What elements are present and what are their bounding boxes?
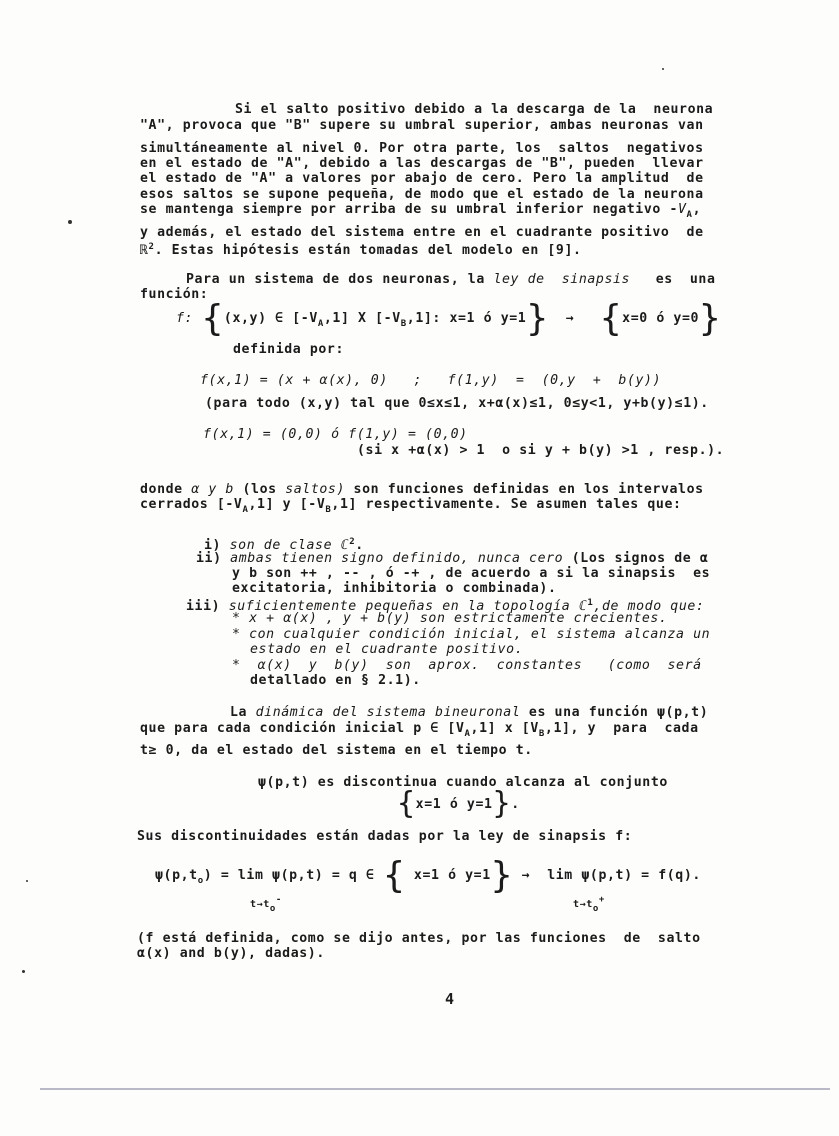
text-line: esos saltos se supone pequeña, de modo que el estado de la neurona [140, 187, 704, 202]
text-line: α(x) and b(y), dadas). [137, 946, 325, 961]
brace: { [383, 855, 406, 896]
text-line: y b son ++ , -- , ó -+ , de acuerdo a si la sinapsis es [232, 566, 711, 581]
bullet-item: * x + α(x) , y + b(y) son estrictamente crecientes. [232, 611, 668, 626]
limit-equation [155, 855, 701, 896]
text-line: (f está definida, como se dijo antes, por las funciones de salto [137, 931, 701, 946]
subscript: B [400, 319, 407, 329]
page-number: 4 [445, 990, 455, 1008]
text-span: ambas tienen signo definido, nunca cero [230, 551, 564, 566]
brace: } [526, 298, 549, 339]
subscript: o [592, 904, 599, 914]
text-line: simultáneamente al nivel 0. Por otra parte, los saltos negativos [140, 141, 704, 156]
subscript: B [538, 729, 545, 739]
equation-condition: (para todo (x,y) tal que 0≤x≤1, x+α(x)≤1, 0≤y<1, y+b(y)≤1). [205, 396, 709, 411]
brace: } [490, 855, 514, 896]
text-line: ψ(p,t) es discontinua cuando alcanza al conjunto [258, 775, 668, 790]
text-span: (x,y) ∈ [-V [223, 311, 318, 326]
text-span: saltos) [285, 482, 345, 497]
text-span: x=1 ó y=1 [415, 797, 493, 812]
text-span: donde [140, 482, 183, 497]
text-span: Para un sistema de dos neuronas, la [186, 272, 485, 287]
equation-condition: (si x +α(x) > 1 o si y + b(y) >1 , resp.). [357, 443, 725, 458]
text-line [137, 829, 632, 844]
set-expression: {x=1 ó y=1}. [397, 786, 520, 821]
text-span: que para cada condición inicial p ∈ [V [140, 721, 465, 736]
text-line: se mantenga siempre por arriba de su umbral inferior negativo $-V_A$, [140, 202, 702, 220]
subscript: A [464, 729, 471, 739]
text-span: Sus discontinuidades están dadas por la ley de sinapsis f: [137, 829, 633, 844]
text-span: ,1] X [-V [323, 311, 401, 326]
brace: { [201, 298, 224, 339]
text-span: cerrados [-V [140, 497, 243, 512]
text-span: ψ(p,t [155, 868, 198, 883]
list-number: iii) [186, 599, 221, 614]
subscript: o [269, 904, 276, 914]
scan-speck [662, 68, 664, 70]
text-span: α y b [191, 482, 234, 497]
reals-symbol: ℝ [140, 243, 149, 258]
subscript: A [317, 319, 324, 329]
scan-speck [68, 220, 72, 224]
text-span: f: [176, 311, 194, 326]
text-span: es una función ψ(p,t) [528, 705, 709, 720]
text-line: y además, el estado del sistema entre en el cuadrante positivo de [140, 225, 704, 240]
text-line [230, 705, 708, 720]
text-span: ,1] x [V [470, 721, 539, 736]
scan-edge-line [40, 1088, 830, 1090]
text-line: excitatoria, inhibitoria o combinada). [232, 581, 557, 596]
text-line: definida por: [233, 342, 345, 357]
scan-speck [26, 880, 28, 882]
arrow: → [565, 311, 575, 326]
text-line: función: [140, 287, 209, 302]
brace: { [397, 786, 416, 821]
text-line: t≥ 0, da el estado del sistema en el tiempo t. [140, 743, 533, 758]
brace: { [599, 298, 623, 339]
text-span: es una [655, 272, 716, 287]
condition-i: i) son de clase ℂ$^2$. [204, 537, 364, 553]
superscript: 2 [148, 242, 155, 252]
text-line [186, 272, 715, 287]
text-span: suficientemente pequeñas en la topología ℂ [228, 599, 588, 614]
text-span: ,de modo que: [593, 599, 705, 614]
list-number: i) [204, 538, 222, 553]
text-line: detallado en § 2.1). [250, 673, 421, 688]
bullet-item: * con cualquier condición inicial, el sistema alcanza un [232, 627, 711, 642]
bullet-item: * α(x) y b(y) son aprox. constantes (como será [232, 658, 702, 673]
subscript: B [325, 505, 332, 515]
term-italic: dinámica del sistema bineuronal [255, 705, 521, 720]
text-span: se mantenga siempre por arriba de su umbral inferior negativo - [140, 202, 678, 217]
text-line [140, 240, 582, 258]
text-span: x=0 ó y=0 [622, 311, 700, 326]
text-line [140, 497, 682, 518]
equation: f(x,1) = (0,0) ó f(1,y) = (0,0) [203, 427, 468, 442]
superscript: 1 [587, 598, 594, 608]
text-line: estado en el cuadrante positivo. [250, 642, 524, 657]
subscript: A [686, 210, 693, 220]
text-span: t→t [250, 899, 270, 910]
text-line [140, 482, 704, 497]
function-definition [176, 298, 722, 339]
text-span: son funciones definidas en los intervalos [353, 482, 704, 497]
text-span: x=1 ó y=1 [413, 868, 491, 883]
text-line [140, 721, 699, 742]
text-span: t→t [573, 899, 593, 910]
variable-v: V [678, 202, 687, 217]
brace: } [492, 786, 512, 821]
text-span: ,1], y para cada [544, 721, 699, 736]
text-line: "A", provoca que "B" supere su umbral superior, ambas neuronas van [140, 118, 704, 133]
text-span: ,1] respectivamente. Se asumen tales que: [331, 497, 682, 512]
text-span: → lim ψ(p,t) = f(q). [521, 868, 701, 883]
subscript: A [242, 505, 249, 515]
superscript: 2 [349, 537, 356, 547]
equation: f(x,1) = (x + α(x), 0) ; f(1,y) = (0,y + b(y)) [200, 373, 662, 388]
text-span: . Estas hipótesis están tomadas del modelo en [9]. [154, 243, 582, 258]
text-line: el estado de "A" a valores por abajo de cero. Pero la amplitud de [140, 171, 704, 186]
text-span: ,1]: x=1 ó y=1 [406, 311, 527, 326]
text-span: (los [242, 482, 277, 497]
text-line: Si el salto positivo debido a la descarga de la neurona [235, 102, 714, 117]
limit-subscript [250, 893, 282, 917]
text-span: La [230, 705, 248, 720]
limit-subscript [573, 893, 605, 917]
subscript: o [197, 876, 204, 886]
condition-ii [196, 551, 708, 566]
text-span: (Los signos de α [571, 551, 709, 566]
scan-speck [22, 970, 25, 973]
text-span: ,1] y [-V [248, 497, 326, 512]
brace: } [699, 298, 722, 339]
superscript: + [598, 895, 605, 905]
text-span: ) = lim ψ(p,t) = q ∈ [203, 868, 375, 883]
text-span: son de clase ℂ [229, 538, 350, 553]
term-italic: ley de sinapsis [493, 272, 631, 287]
superscript: - [275, 895, 282, 905]
text-line: en el estado de "A", debido a las descargas de "B", pueden llevar [140, 156, 704, 171]
list-number: ii) [196, 551, 222, 566]
